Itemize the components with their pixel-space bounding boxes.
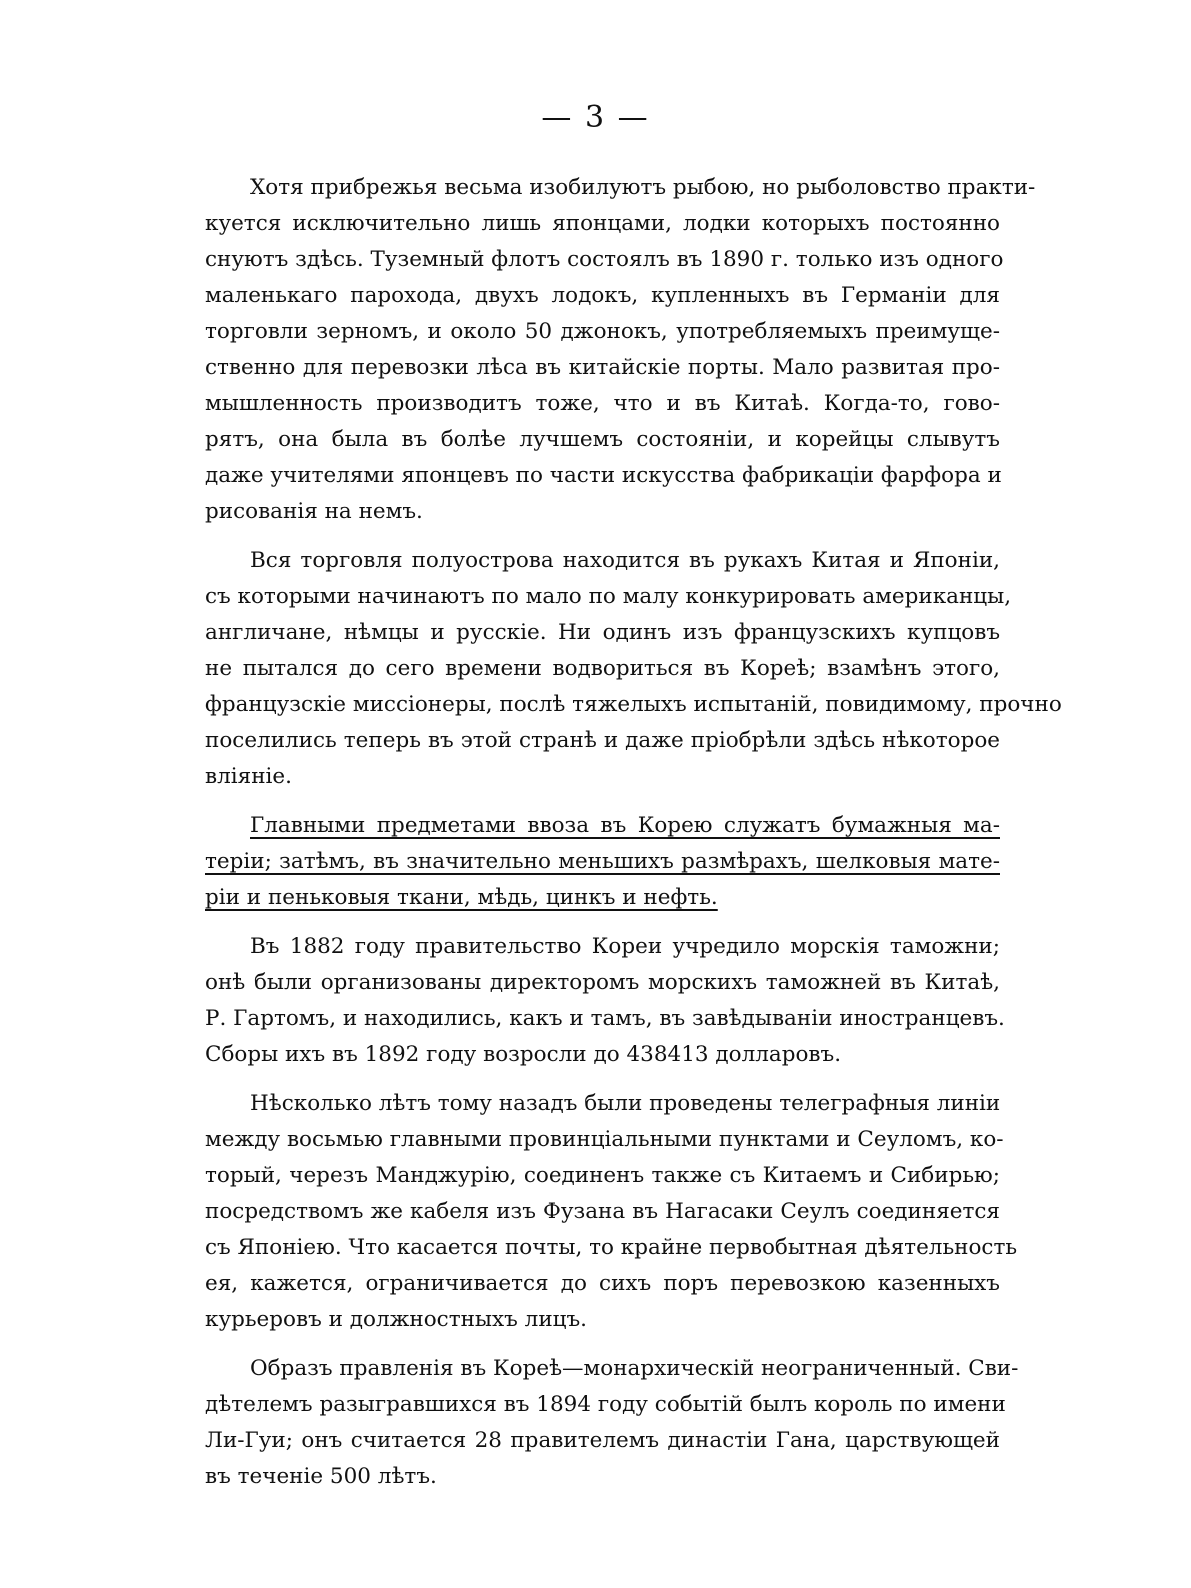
text-line: посредствомъ же кабеля изъ Фузана въ Нагасаки Сеулъ соединяется <box>205 1199 1000 1224</box>
text-line: снуютъ здѣсь. Туземный флотъ состоялъ въ 1890 г. только изъ одного <box>205 247 1004 272</box>
text-line: мышленность производитъ тоже, что и въ Китаѣ. Когда-то, гово- <box>205 391 1000 416</box>
text-line: между восьмью главными провинціальными пунктами и Сеуломъ, ко- <box>205 1127 1004 1152</box>
text-line: торый, черезъ Манджурію, соединенъ также съ Китаемъ и Сибирью; <box>205 1163 1000 1188</box>
paragraph-trade <box>205 543 1062 795</box>
text-line: ственно для перевозки лѣса въ китайскіе порты. Мало развитая про- <box>205 355 1000 380</box>
paragraph-gap <box>205 916 1000 929</box>
text-line: въ теченіе 500 лѣтъ. <box>205 1464 437 1489</box>
text-line: Р. Гартомъ, и находились, какъ и тамъ, въ завѣдываніи иностранцевъ. <box>205 1006 1005 1031</box>
text-line: вліяніе. <box>205 764 292 789</box>
paragraph-customs <box>205 929 1005 1073</box>
text-line: съ Японіею. Что касается почты, то крайне первобытная дѣятельность <box>205 1235 1018 1260</box>
text-line: съ которыми начинаютъ по мало по малу конкурировать американцы, <box>205 584 1012 609</box>
text-line: Образъ правленія въ Кореѣ—монархическій неограниченный. Сви- <box>250 1356 1019 1381</box>
text-line: французскіе миссіонеры, послѣ тяжелыхъ испытаній, повидимому, прочно <box>205 692 1062 717</box>
text-line: Хотя прибрежья весьма изобилуютъ рыбою, но рыболовство практи- <box>250 175 1036 200</box>
paragraph-government <box>205 1351 1019 1495</box>
text-line: не пытался до сего времени водвориться въ Кореѣ; взамѣнъ этого, <box>205 656 1000 681</box>
text-line: поселились теперь въ этой странѣ и даже пріобрѣли здѣсь нѣкоторое <box>205 728 1000 753</box>
paragraph-gap <box>205 795 1000 808</box>
text-line-underlined: теріи; затѣмъ, въ значительно меньшихъ размѣрахъ, шелковыя мате- <box>205 849 1000 874</box>
text-line: Вся торговля полуострова находится въ рукахъ Китая и Японіи, <box>250 548 1000 573</box>
text-line-underlined: ріи и пеньковыя ткани, мѣдь, цинкъ и нефть. <box>205 885 718 910</box>
paragraph-imports <box>205 808 1000 916</box>
text-line: маленькаго парохода, двухъ лодокъ, купленныхъ въ Германіи для <box>205 283 1000 308</box>
body-text <box>205 170 1062 1495</box>
text-line: Ли-Гуи; онъ считается 28 правителемъ династіи Гана, царствующей <box>205 1428 1000 1453</box>
text-line: торговли зерномъ, и около 50 джонокъ, употребляемыхъ преимуще- <box>205 319 1000 344</box>
text-line: Нѣсколько лѣтъ тому назадъ были проведены телеграфныя линіи <box>250 1091 1001 1116</box>
page-number: — 3 — <box>541 100 650 135</box>
text-line: рисованія на немъ. <box>205 499 423 524</box>
paragraph-gap <box>205 1338 1000 1351</box>
paragraph-gap <box>205 1073 1000 1086</box>
text-line: Въ 1882 году правительство Кореи учредило морскія таможни; <box>250 934 1000 959</box>
paragraph-telegraph <box>205 1086 1018 1338</box>
text-line: дѣтелемъ разыгравшихся въ 1894 году событій былъ король по имени <box>205 1392 1006 1417</box>
text-line: ея, кажется, ограничивается до сихъ поръ перевозкою казенныхъ <box>205 1271 1000 1296</box>
text-line: курьеровъ и должностныхъ лицъ. <box>205 1307 588 1332</box>
text-line: даже учителями японцевъ по части искусства фабрикаціи фарфора и <box>205 463 1002 488</box>
text-line: англичане, нѣмцы и русскіе. Ни одинъ изъ французскихъ купцовъ <box>205 620 1000 645</box>
text-line: рятъ, она была въ болѣе лучшемъ состояніи, и корейцы слывутъ <box>205 427 1000 452</box>
paragraph-fishing-industry <box>205 170 1036 530</box>
paragraph-gap <box>205 530 1000 543</box>
text-line: Сборы ихъ въ 1892 году возросли до 438413 долларовъ. <box>205 1042 842 1067</box>
text-line: куется исключительно лишь японцами, лодки которыхъ постоянно <box>205 211 1000 236</box>
text-line-underlined: Главными предметами ввоза въ Корею служатъ бумажныя ма- <box>250 813 1000 838</box>
text-line: онѣ были организованы директоромъ морскихъ таможней въ Китаѣ, <box>205 970 1000 995</box>
